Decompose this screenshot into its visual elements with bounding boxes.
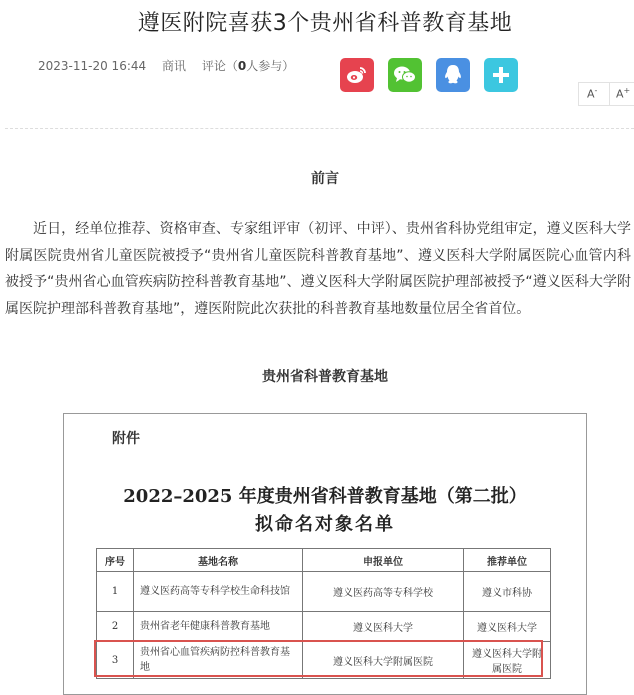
- base-name: 贵州省心血管疾病防控科普教育基地: [134, 642, 303, 679]
- comment-label: 评论（: [201, 59, 238, 73]
- document-title-line2: 拟命名对象名单: [255, 514, 395, 535]
- table-header: 基地名称: [134, 549, 303, 572]
- applicant-unit: 遵义医科大学: [303, 612, 464, 642]
- table-row: [97, 572, 551, 612]
- recommender-unit: 遵义医科大学附属医院: [464, 642, 551, 679]
- applicant-unit: 遵义医科大学附属医院: [303, 642, 464, 679]
- article-paragraph: 近日，经单位推荐、资格审查、专家组评审（初评、中评）、贵州省科协党组审定，遵义医科大学附属医院贵州省儿童医院被授予“贵州省儿童医院科普教育基地”、遵义医科大学附属医院心血管内科被授予“贵州省心血管疾病防控科普教育基地”、遵义医科大学附属医院护理部被授予“遵义医科大学附属医院护理部科普教育基地”，遵医附院此次获批的科普教育基地数量位居全省首位。: [5, 221, 631, 317]
- row-number: 1: [97, 572, 134, 612]
- share-qq-button[interactable]: [436, 58, 470, 92]
- wechat-icon: [393, 65, 417, 85]
- comment-suffix: 人参与）: [246, 59, 295, 73]
- row-number: 3: [97, 642, 134, 679]
- publish-date: 2023-11-20 16:44: [38, 59, 147, 73]
- font-size-controls: [578, 82, 634, 106]
- section-heading-base: 贵州省科普教育基地: [262, 369, 388, 385]
- base-name: 贵州省老年健康科普教育基地: [134, 612, 303, 642]
- recommender-unit: 遵义市科协: [464, 572, 551, 612]
- weibo-icon: [346, 65, 368, 85]
- article-meta: [38, 57, 306, 74]
- base-list-table: [96, 548, 551, 679]
- article-source[interactable]: 商讯: [161, 59, 186, 73]
- font-control-divider: [609, 83, 610, 105]
- recommender-unit: 遵义医科大学: [464, 612, 551, 642]
- table-header: 申报单位: [303, 549, 464, 572]
- comment-count: 0: [237, 59, 247, 73]
- font-increase-button[interactable]: A+: [616, 86, 631, 101]
- font-decrease-button[interactable]: A-: [587, 86, 598, 101]
- header-divider: [5, 128, 634, 129]
- document-title-line1: 2022–2025 年度贵州省科普教育基地（第二批）: [123, 486, 527, 507]
- plus-icon: [491, 65, 511, 85]
- share-weibo-button[interactable]: [340, 58, 374, 92]
- table-row: [97, 612, 551, 642]
- attachment-document-image: [63, 413, 587, 695]
- share-wechat-button[interactable]: [388, 58, 422, 92]
- comment-link[interactable]: [202, 59, 294, 73]
- article-title: 遵医附院喜获3个贵州省科普教育基地: [137, 11, 513, 36]
- qq-icon: [443, 64, 463, 86]
- section-heading-preface: 前言: [311, 171, 339, 187]
- table-header: 推荐单位: [464, 549, 551, 572]
- applicant-unit: 遵义医药高等专科学校: [303, 572, 464, 612]
- base-name: 遵义医药高等专科学校生命科技馆: [134, 572, 303, 612]
- attachment-label: 附件: [112, 431, 140, 447]
- table-header: 序号: [97, 549, 134, 572]
- share-more-button[interactable]: [484, 58, 518, 92]
- table-row: [97, 642, 551, 679]
- row-number: 2: [97, 612, 134, 642]
